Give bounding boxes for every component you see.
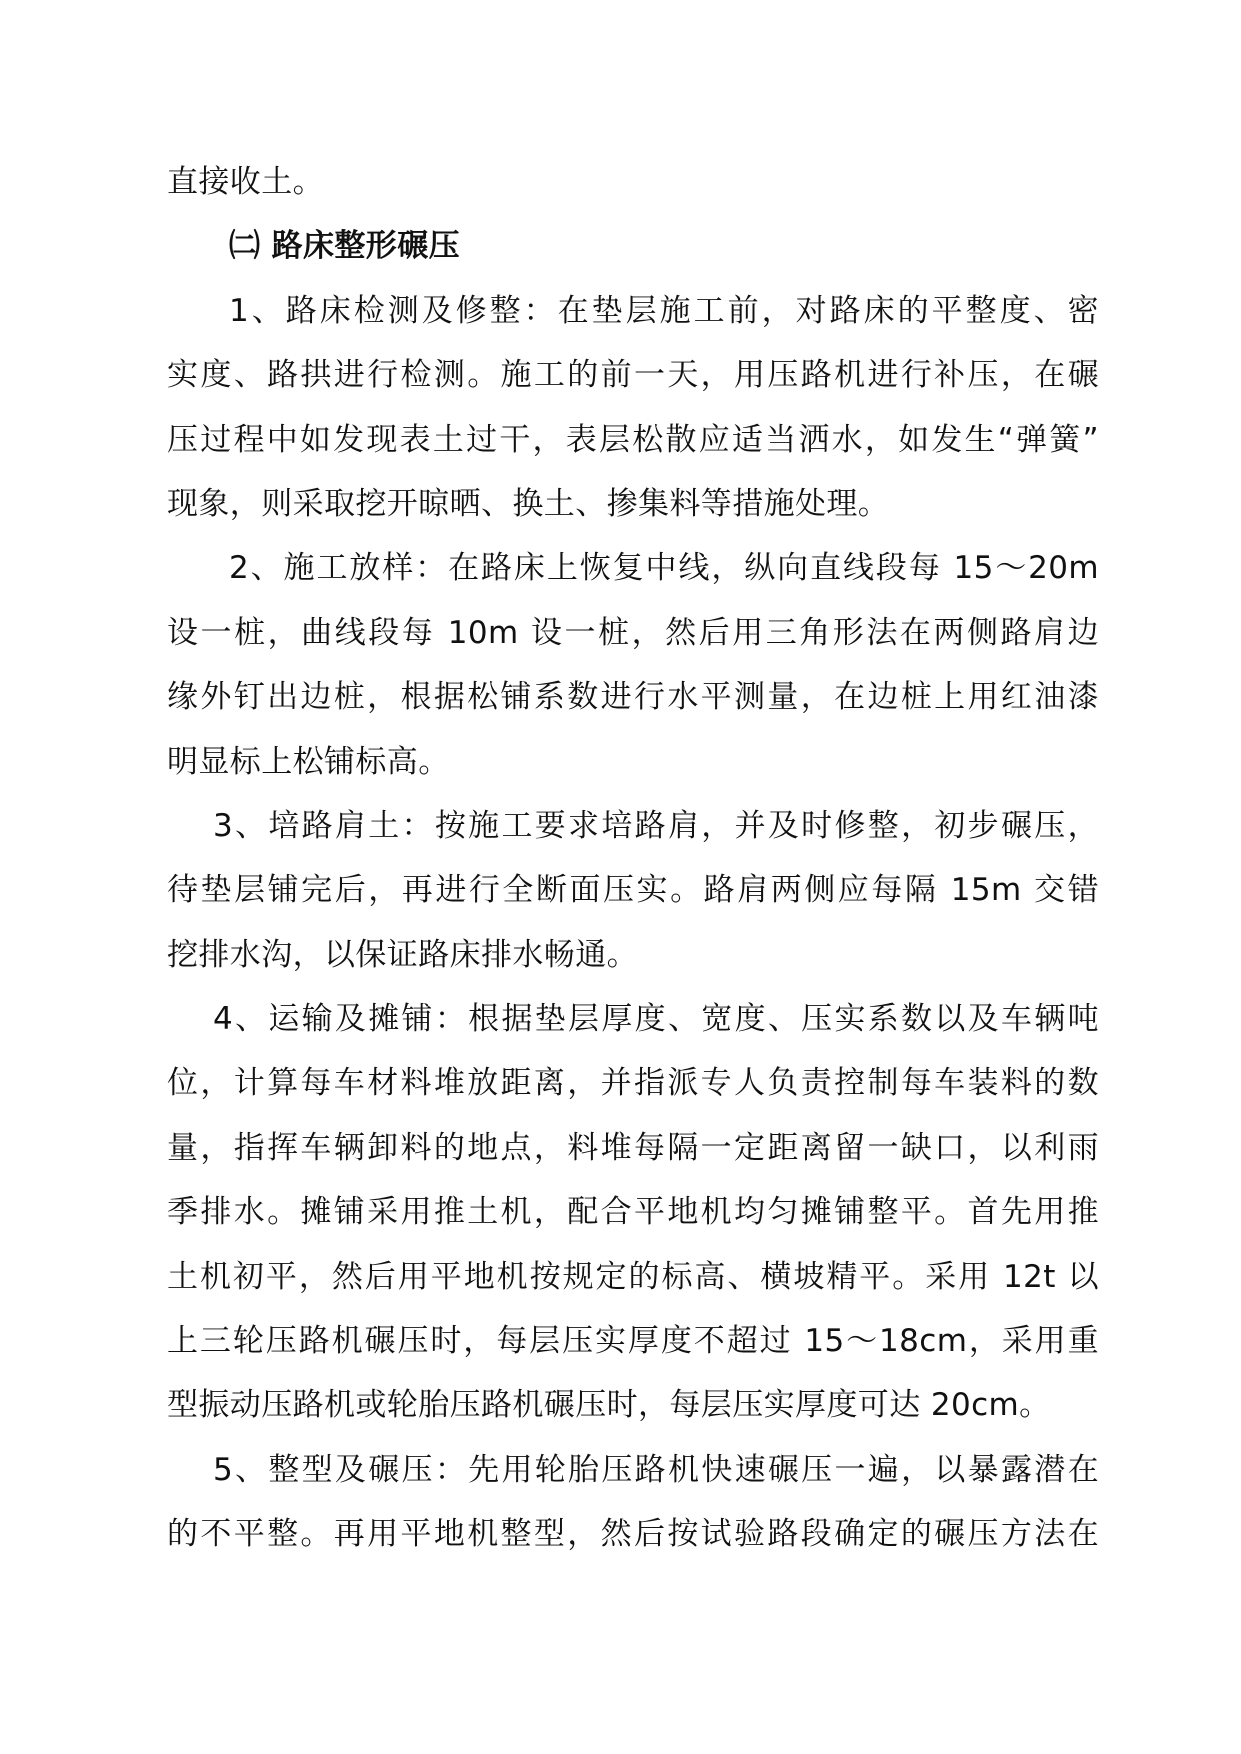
paragraph-3-line: 挖排水沟，以保证路床排水畅通。 [167, 936, 638, 973]
paragraph-1-line: 压过程中如发现表土过干，表层松散应适当洒水，如发生“弹簧” [167, 421, 1099, 458]
document-body [167, 150, 1099, 1567]
paragraph-4-line: 上三轮压路机碾压时，每层压实厚度不超过 15～18cm，采用重 [167, 1323, 1099, 1360]
paragraph-1-line: 实度、路拱进行检测。施工的前一天，用压路机进行补压，在碾 [167, 357, 1099, 394]
paragraph-2-line: 明显标上松铺标高。 [167, 743, 450, 780]
paragraph-2-line: 设一桩，曲线段每 10m 设一桩，然后用三角形法在两侧路肩边 [167, 614, 1099, 651]
paragraph-1-line: 1、路床检测及修整：在垫层施工前，对路床的平整度、密 [229, 292, 1099, 329]
paragraph-4-line: 量，指挥车辆卸料的地点，料堆每隔一定距离留一缺口，以利雨 [167, 1129, 1099, 1166]
paragraph-2-line: 缘外钉出边桩，根据松铺系数进行水平测量，在边桩上用红油漆 [167, 679, 1099, 716]
section-heading: ㈡ 路床整形碾压 [229, 228, 460, 265]
paragraph-5-line: 5、整型及碾压：先用轮胎压路机快速碾压一遍，以暴露潜在 [213, 1451, 1099, 1488]
paragraph-4-line: 土机初平，然后用平地机按规定的标高、横坡精平。采用 12t 以 [167, 1258, 1099, 1295]
paragraph-4-line: 型振动压路机或轮胎压路机碾压时，每层压实厚度可达 20cm。 [167, 1387, 1051, 1424]
paragraph-4-line: 4、运输及摊铺：根据垫层厚度、宽度、压实系数以及车辆吨 [213, 1001, 1099, 1038]
paragraph-1-line: 现象，则采取挖开晾晒、换土、掺集料等措施处理。 [167, 485, 890, 522]
paragraph-4-line: 季排水。摊铺采用推土机，配合平地机均匀摊铺整平。首先用推 [167, 1194, 1099, 1231]
text-line: 直接收土。 [167, 164, 324, 200]
paragraph-5-line: 的不平整。再用平地机整型，然后按试验路段确定的碾压方法在 [167, 1516, 1099, 1553]
paragraph-3-line: 待垫层铺完后，再进行全断面压实。路肩两侧应每隔 15m 交错 [167, 872, 1099, 909]
paragraph-2-line: 2、施工放样：在路床上恢复中线，纵向直线段每 15～20m [229, 550, 1099, 587]
paragraph-3-line: 3、培路肩土：按施工要求培路肩，并及时修整，初步碾压， [213, 807, 1099, 844]
paragraph-4-line: 位，计算每车材料堆放距离，并指派专人负责控制每车装料的数 [167, 1065, 1099, 1102]
